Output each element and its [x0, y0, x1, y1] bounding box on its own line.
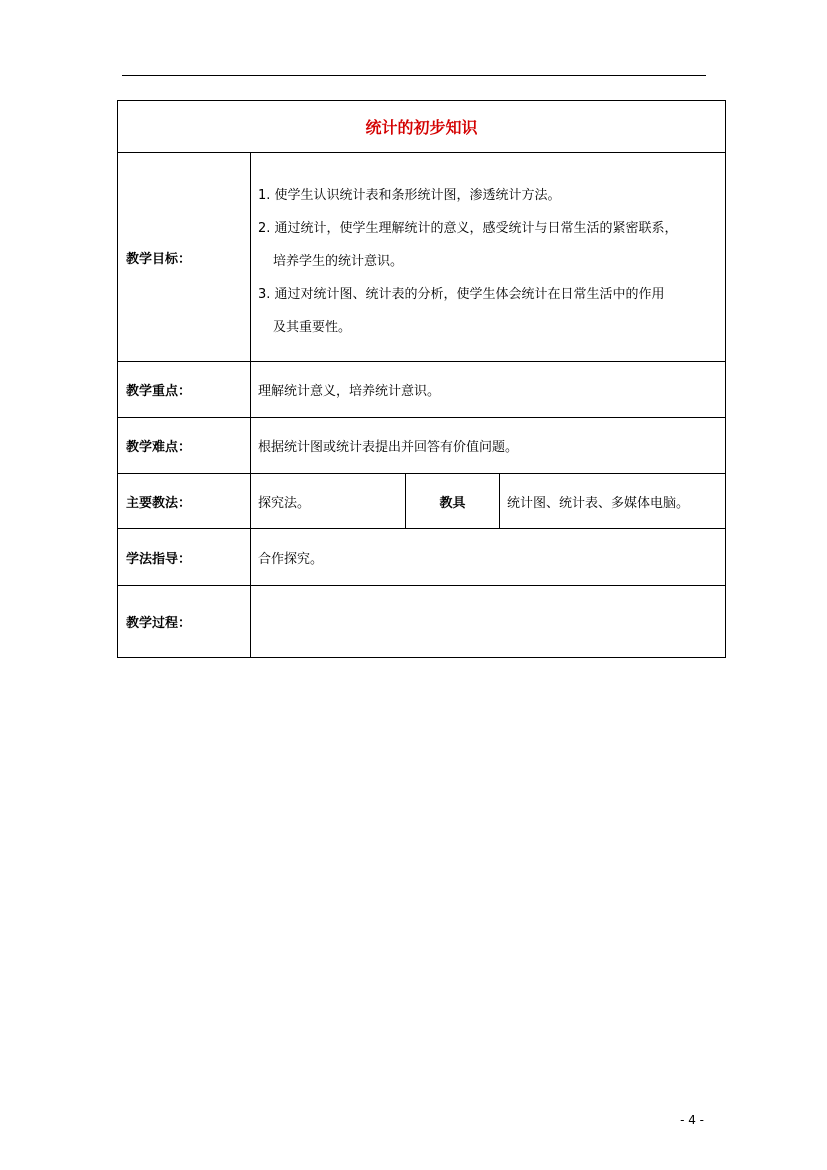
- page-number: - 4 -: [680, 1113, 704, 1127]
- goal-item-3: 3. 通过对统计图、统计表的分析，使学生体会统计在日常生活中的作用: [258, 287, 665, 302]
- goal-item-2: 2. 通过统计，使学生理解统计的意义，感受统计与日常生活的紧密联系，: [258, 221, 678, 236]
- methods-value: 探究法。: [250, 473, 406, 529]
- guidance-value: 合作探究。: [250, 528, 726, 586]
- goal-item-1: 1. 使学生认识统计表和条形统计图，渗透统计方法。: [258, 188, 561, 203]
- difficulties-label: 教学难点：: [117, 417, 251, 474]
- goals-content: [250, 152, 726, 362]
- process-label: 教学过程：: [117, 585, 251, 658]
- lesson-title: 统计的初步知识: [117, 100, 726, 153]
- key-points-value: 理解统计意义，培养统计意识。: [250, 361, 726, 418]
- goal-item-3-cont: 及其重要性。: [273, 320, 352, 335]
- tools-label: 教具: [405, 473, 500, 529]
- difficulties-value: 根据统计图或统计表提出并回答有价值问题。: [250, 417, 726, 474]
- goal-item-2-cont: 培养学生的统计意识。: [273, 254, 404, 269]
- guidance-label: 学法指导：: [117, 528, 251, 586]
- header-rule: [122, 75, 706, 76]
- key-points-label: 教学重点：: [117, 361, 251, 418]
- tools-value: 统计图、统计表、多媒体电脑。: [499, 473, 726, 529]
- process-value: [250, 585, 726, 658]
- goals-label: 教学目标：: [117, 152, 251, 362]
- methods-label: 主要教法：: [117, 473, 251, 529]
